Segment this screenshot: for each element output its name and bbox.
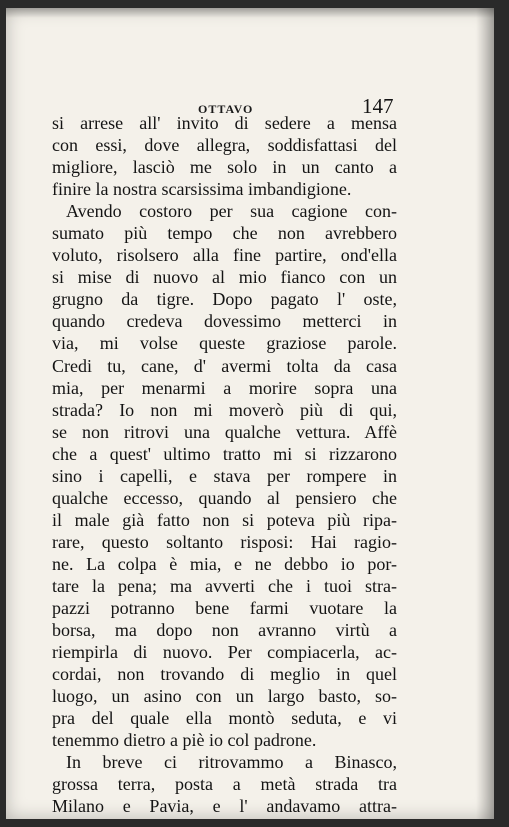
text-line-16: che a quest' ultimo tratto mi si rizzarono <box>52 443 397 464</box>
text-line-15: se non ritrovi una qualche vettura. Affè <box>52 421 397 442</box>
book-page <box>6 8 494 819</box>
text-line-21: ne. La colpa è mia, e ne debbo io por- <box>52 553 397 574</box>
page-right-shadow <box>476 8 494 819</box>
text-line-8: si mise di nuovo al mio fianco con un <box>52 267 397 288</box>
text-line-29: tenemmo dietro a piè io col padrone. <box>52 730 317 751</box>
text-line-7: voluto, risolsero alla fine partire, ond'ella <box>52 245 397 266</box>
text-line-18: qualche eccesso, quando al pensiero che <box>52 487 397 508</box>
text-line-1: si arrese all' invito di sedere a mensa <box>52 113 397 133</box>
text-line-22: tare la pena; ma avverti che i tuoi stra- <box>52 575 397 596</box>
text-line-27: luogo, un asino con un largo basto, so- <box>52 686 397 707</box>
running-head: OTTAVO <box>198 102 254 116</box>
text-line-24: borsa, ma dopo non avranno virtù a <box>52 620 397 641</box>
text-line-9: grugno da tigre. Dopo pagato l' oste, <box>52 289 397 310</box>
text-line-13: mia, per menarmi a morire sopra una <box>52 377 397 398</box>
text-line-28: pra del quale ella montò seduta, e vi <box>52 708 397 729</box>
text-line-17: sino i capelli, e stava per rompere in <box>52 465 397 486</box>
text-line-26: cordai, non trovando di meglio in quel <box>52 664 397 685</box>
page-top-shadow <box>6 8 494 18</box>
text-line-11: via, mi volse queste graziose parole. <box>52 333 397 354</box>
text-line-32: Milano e Pavia, e l' andavamo attra- <box>52 796 397 817</box>
text-line-6: sumato più tempo che non avrebbero <box>52 223 397 244</box>
text-line-4: finire la nostra scarsissima imbandigione. <box>52 179 352 200</box>
text-line-25: riempirla di nuovo. Per compiacerla, ac- <box>52 642 397 663</box>
text-line-5: Avendo costoro per sua cagione con- <box>66 201 397 222</box>
text-line-2: con essi, dove allegra, soddisfattasi del <box>52 135 397 156</box>
text-line-10: quando credeva dovessimo metterci in <box>52 311 397 332</box>
page-number: 147 <box>362 94 394 118</box>
text-line-12: Credi tu, cane, d' avermi tolta da casa <box>52 355 397 376</box>
text-line-14: strada? Io non mi moverò più di qui, <box>52 399 397 420</box>
text-line-20: rare, questo soltanto risposi: Hai ragio- <box>52 531 397 552</box>
text-line-23: pazzi potranno bene farmi vuotare la <box>52 598 397 619</box>
text-line-3: migliore, lasciò me solo in un canto a <box>52 157 397 178</box>
text-line-31: grossa terra, posta a metà strada tra <box>52 774 397 795</box>
body-text <box>52 112 397 818</box>
text-line-19: il male già fatto non si poteva più ripa- <box>52 509 397 530</box>
text-line-30: In breve ci ritrovammo a Binasco, <box>66 752 397 773</box>
